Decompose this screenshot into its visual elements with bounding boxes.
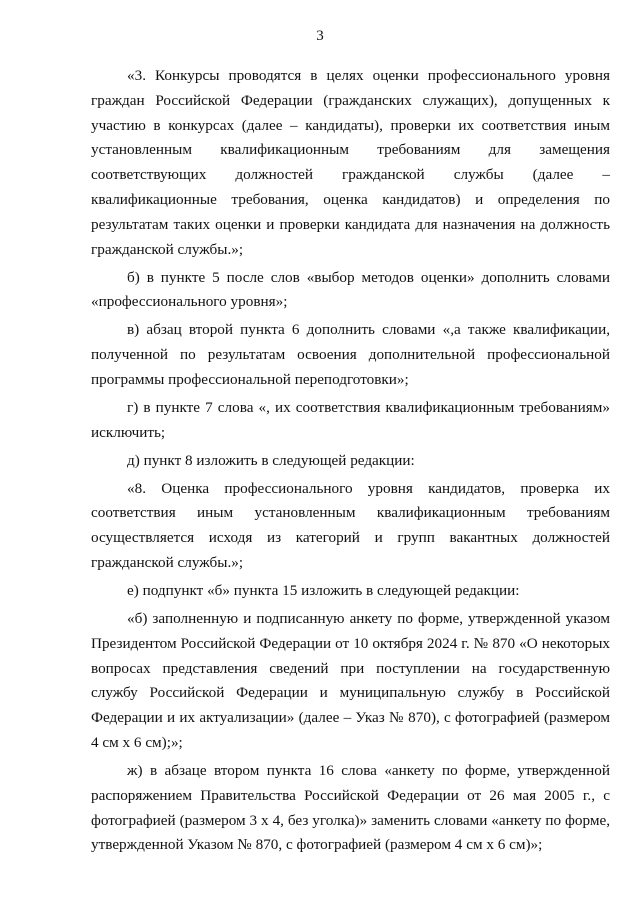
paragraph-item-v: в) абзац второй пункта 6 дополнить словами «,а также квалификации, полученной по результатам освоения дополнительной профессиональной программы профессиональной переподготовки»; xyxy=(91,321,610,388)
paragraph-subclause-b: «б) заполненную и подписанную анкету по форме, утвержденной указом Президентом Российской Федерации от 10 октября 2024 г. № 870 «О некоторых вопросах представления сведений при поступлении на государственную службу Российской Федерации и муниципальную службу в Российской Федерации и их актуализации» (далее – Указ № 870), с фотографией (размером 4 см х 6 см);»; xyxy=(91,610,610,752)
paragraph-item-b: б) в пункте 5 после слов «выбор методов оценки» дополнить словами «профессионального уровня»; xyxy=(91,268,610,311)
paragraph-item-e: е) подпункт «б» пункта 15 изложить в следующей редакции: xyxy=(127,582,520,600)
paragraph-clause-8: «8. Оценка профессионального уровня кандидатов, проверка их соответствия иным установленным квалификационным требованиям осуществляется исходя из категорий и групп вакантных должностей гражданской службы.»; xyxy=(91,479,610,572)
page-number: 3 xyxy=(316,28,324,44)
paragraph-competition-purpose: «3. Конкурсы проводятся в целях оценки профессионального уровня граждан Российской Федерации (гражданских служащих), допущенных к участию в конкурсах (далее – кандидаты), проверки их соответствия иным установленным квалификационным требованиям для замещения соответствующих должностей гражданской службы (далее – квалификационные требования, оценка кандидатов) и определения по результатам таких оценки и проверки кандидата для назначения на должность гражданской службы.»; xyxy=(91,67,610,258)
paragraph-item-d: д) пункт 8 изложить в следующей редакции: xyxy=(127,451,415,469)
paragraph-item-zh: ж) в абзаце втором пункта 16 слова «анкету по форме, утвержденной распоряжением Правительства Российской Федерации от 26 мая 2005 г., с фотографией (размером 3 х 4, без уголка)» заменить словами «анкету по форме, утвержденной Указом № 870, с фотографией (размером 4 см х 6 см)»; xyxy=(91,762,610,854)
paragraph-item-g: г) в пункте 7 слова «, их соответствия квалификационным требованиям» исключить; xyxy=(91,398,610,441)
document-body xyxy=(91,64,610,861)
